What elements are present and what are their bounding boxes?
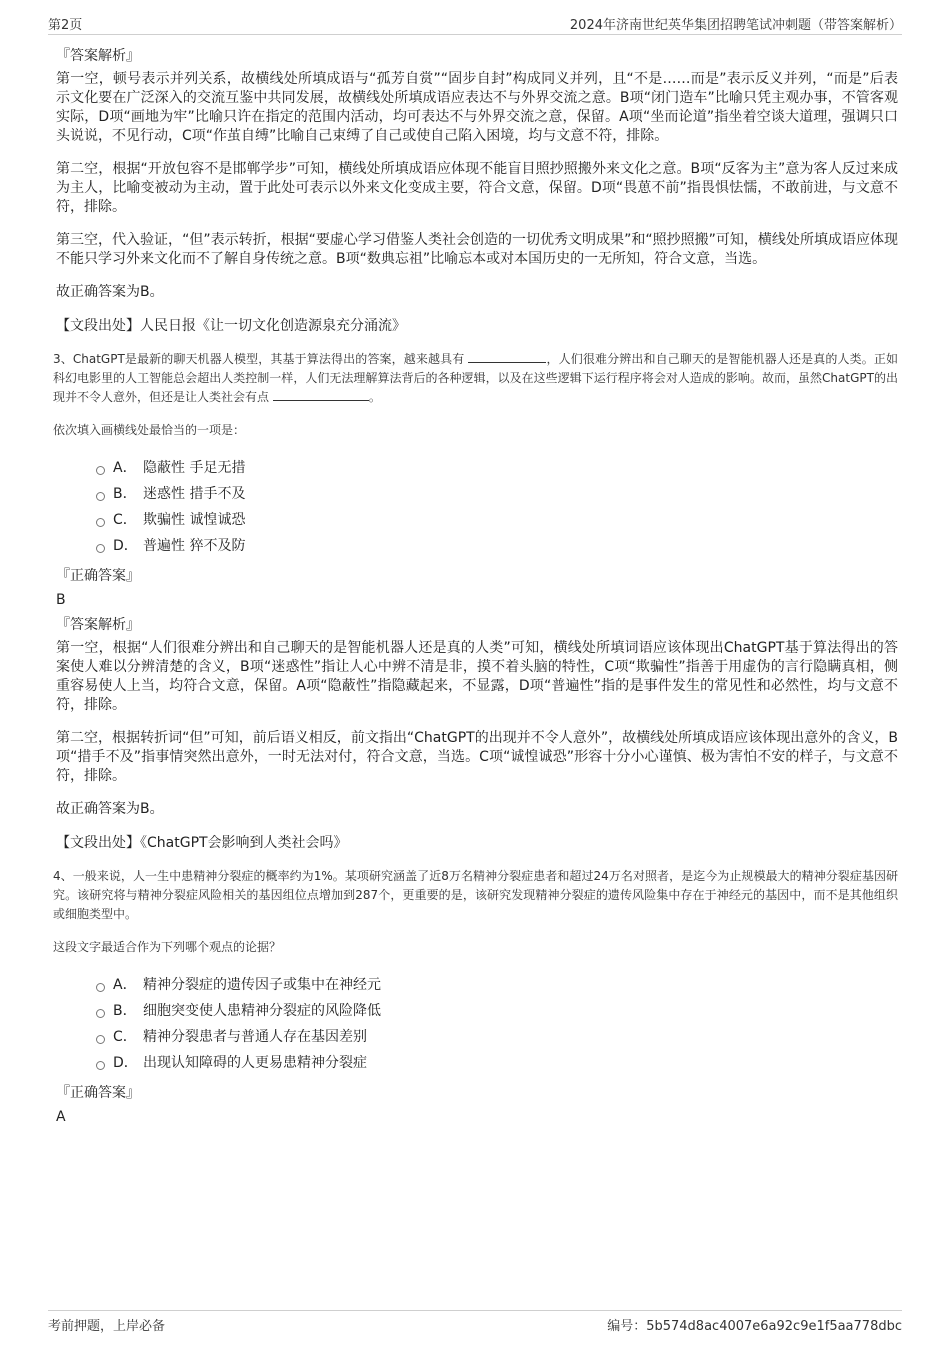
option-a[interactable] [96,455,898,481]
option-label: C． [113,512,137,528]
document-title: 2024年济南世纪英华集团招聘笔试冲刺题（带答案解析） [569,18,902,33]
option-label: D． [113,1055,138,1071]
radio-icon[interactable] [96,518,105,527]
option-label: D． [113,538,138,554]
analysis-paragraph: 第二空，根据转折词“但”可知，前后语义相反，前文指出“ChatGPT的出现并不令人意外”，故横线处所填成语应该体现出意外的含义，B项“措手不及”指事情突然出意外，一时无法对付，符合文意，当选。C项“诚惶诚恐”形容十分小心谨慎、极为害怕不安的样子，与文意不符，排除。 [56,730,898,784]
question-3-prompt: 依次填入画横线处最恰当的一项是： [53,423,246,437]
analysis-label: 『答案解析』 [56,617,140,633]
question-4-prompt: 这段文字最适合作为下列哪个观点的论据？ [53,940,282,954]
answer-conclusion: 故正确答案为B。 [56,801,164,817]
question-4-text: 4、一般来说，人一生中患精神分裂症的概率约为1%。某项研究涵盖了近8万名精神分裂症患者和超过24万名对照者，是迄今为止规模最大的精神分裂症基因研究。该研究将与精神分裂症风险相关的基因组位点增加到287个，更重要的是，该研究发现精神分裂症的遗传风险集中存在于神经元的基因中，而不是其他组织或细胞类型中。 [53,869,898,921]
option-d[interactable] [96,533,898,559]
fill-blank [468,350,546,363]
option-label: A． [113,460,137,476]
passage-source: 【文段出处】人民日报《让一切文化创造源泉充分涌流》 [56,318,406,334]
radio-icon[interactable] [96,1009,105,1018]
question-3-text [53,350,898,407]
correct-answer-label: 『正确答案』 [56,1085,140,1101]
option-text: 欺骗性 诚惶诚恐 [143,512,246,528]
option-label: B． [113,486,137,502]
radio-icon[interactable] [96,544,105,553]
analysis-paragraph: 第二空，根据“开放包容不是邯郸学步”可知，横线处所填成语应体现不能盲目照抄照搬外来文化之意。B项“反客为主”意为客人反过来成为主人，比喻变被动为主动，置于此处可表示以外来文化变成主要，符合文意，保留。D项“畏葸不前”指畏惧怯懦，不敢前进，与文意不符，排除。 [56,161,898,215]
option-a[interactable] [96,972,898,998]
option-text: 普遍性 猝不及防 [143,538,246,554]
option-text: 精神分裂症的遗传因子或集中在神经元 [143,977,381,993]
passage-source: 【文段出处】《ChatGPT会影响到人类社会吗》 [56,835,348,851]
option-text: 出现认知障碍的人更易患精神分裂症 [143,1055,367,1071]
option-label: B． [113,1003,137,1019]
option-b[interactable] [96,481,898,507]
page-content [53,40,898,1132]
option-b[interactable] [96,998,898,1024]
footer-slogan: 考前押题，上岸必备 [48,1319,166,1334]
option-text: 精神分裂患者与普通人存在基因差别 [143,1029,367,1045]
document-id: 编号：5b574d8ac4007e6a92c9e1f5aa778dbc [607,1319,902,1334]
radio-icon[interactable] [96,466,105,475]
question-3-text-part: 3、ChatGPT是最新的聊天机器人模型，其基于算法得出的答案，越来越具有 [53,352,465,366]
question-4-options [96,972,898,1076]
correct-answer: A [56,1109,66,1125]
radio-icon[interactable] [96,1035,105,1044]
correct-answer-label: 『正确答案』 [56,568,140,584]
radio-icon[interactable] [96,492,105,501]
option-c[interactable] [96,507,898,533]
option-text: 隐蔽性 手足无措 [143,460,246,476]
option-text: 迷惑性 措手不及 [143,486,246,502]
radio-icon[interactable] [96,983,105,992]
answer-conclusion: 故正确答案为B。 [56,284,164,300]
option-d[interactable] [96,1050,898,1076]
correct-answer: B [56,592,66,608]
option-label: A． [113,977,137,993]
option-label: C． [113,1029,137,1045]
analysis-paragraph: 第一空，根据“人们很难分辨出和自己聊天的是智能机器人还是真的人类”可知，横线处所填词语应该体现出ChatGPT基于算法得出的答案使人难以分辨清楚的含义，B项“迷惑性”指让人心中辨不清是非，摸不着头脑的特性，C项“欺骗性”指善于用虚伪的言行隐瞒真相，侧重容易使人上当，均符合文意，保留。A项“隐蔽性”指隐藏起来，不显露，D项“普遍性”指的是事件发生的常见性和必然性，均与文意不符，排除。 [56,640,898,713]
analysis-label: 『答案解析』 [56,48,140,64]
option-text: 细胞突变使人患精神分裂症的风险降低 [143,1003,381,1019]
question-3-text-part: 。 [368,390,381,404]
analysis-paragraph: 第一空，顿号表示并列关系，故横线处所填成语与“孤芳自赏”“固步自封”构成同义并列，且“不是……而是”表示反义并列，“而是”后表示文化要在广泛深入的交流互鉴中共同发展，故横线处所填成语应表达不与外界交流之意。B项“闭门造车”比喻只凭主观办事，不管客观实际，D项“画地为牢”比喻只许在指定的范围内活动，均可表达不与外界交流之意，保留。A项“坐而论道”指坐着空谈大道理，强调只口头说说，不见行动，C项“作茧自缚”比喻自己束缚了自己或使自己陷入困境，均与文意不符，排除。 [56,71,898,144]
fill-blank [273,388,369,401]
page-footer [48,1310,902,1333]
page-header [48,12,902,35]
radio-icon[interactable] [96,1061,105,1070]
analysis-paragraph: 第三空，代入验证，“但”表示转折，根据“要虚心学习借鉴人类社会创造的一切优秀文明成果”和“照抄照搬”可知，横线处所填成语应体现不能只学习外来文化而不了解自身传统之意。B项“数典忘祖”比喻忘本或对本国历史的一无所知，符合文意，当选。 [56,232,898,267]
option-c[interactable] [96,1024,898,1050]
question-3-options [96,455,898,559]
question-3-text-part: ，人们很难分辨出和自己聊天的是智能机器人还是真的人类。正如科幻电影里的人工智能总会超出人类控制一样，人们无法理解算法背后的各种逻辑，以及在这些逻辑下运行程序将会对人造成的影响。故而，虽然ChatGPT的出现并不令人意外，但还是让人类社会有点 [53,352,898,404]
page-number: 第2页 [48,18,83,33]
